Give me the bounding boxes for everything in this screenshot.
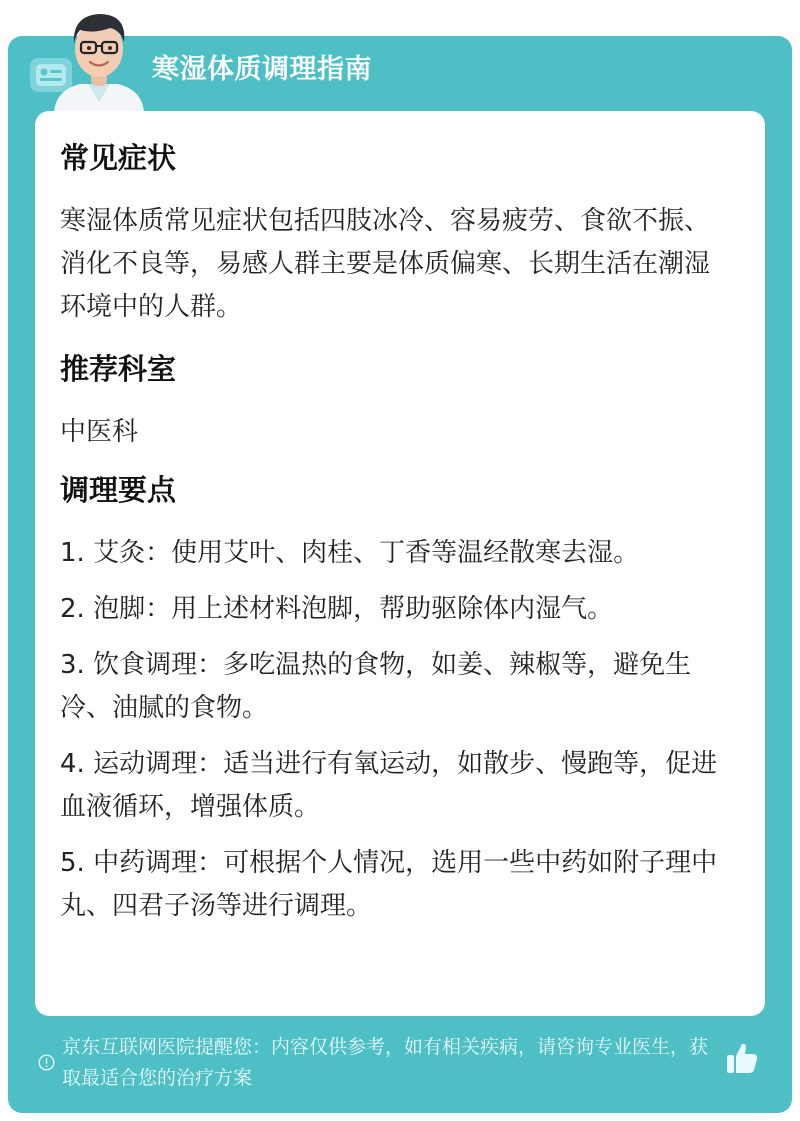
section-title-tips: 调理要点 bbox=[60, 473, 177, 507]
page-title: 寒湿体质调理指南 bbox=[152, 54, 372, 85]
section-title-symptoms: 常见症状 bbox=[60, 141, 177, 175]
list-item: 4. 运动调理：适当进行有氧运动，如散步、慢跑等，促进血液循环，增强体质。 bbox=[60, 749, 718, 822]
info-icon bbox=[38, 1054, 55, 1071]
doctor-avatar-icon bbox=[44, 4, 154, 112]
thumbs-up-icon[interactable] bbox=[726, 1041, 758, 1075]
list-item: 2. 泡脚：用上述材料泡脚，帮助驱除体内湿气。 bbox=[60, 594, 614, 624]
section-text-symptoms: 寒湿体质常见症状包括四肢冰冷、容易疲劳、食欲不振、消化不良等，易感人群主要是体质偏寒、长期生活在潮湿环境中的人群。 bbox=[60, 206, 711, 322]
tips-list bbox=[60, 532, 728, 928]
list-item: 3. 饮食调理：多吃温热的食物，如姜、辣椒等，避免生冷、油腻的食物。 bbox=[60, 650, 692, 723]
list-item: 1. 艾灸：使用艾叶、肉桂、丁香等温经散寒去湿。 bbox=[60, 538, 640, 568]
disclaimer-text: 京东互联网医院提醒您：内容仅供参考，如有相关疾病，请咨询专业医生，获取最适合您的治疗方案 bbox=[62, 1036, 709, 1089]
section-text-department: 中医科 bbox=[60, 417, 139, 447]
list-item: 5. 中药调理：可根据个人情况，选用一些中药如附子理中丸、四君子汤等进行调理。 bbox=[60, 848, 718, 921]
section-title-department: 推荐科室 bbox=[60, 352, 177, 386]
